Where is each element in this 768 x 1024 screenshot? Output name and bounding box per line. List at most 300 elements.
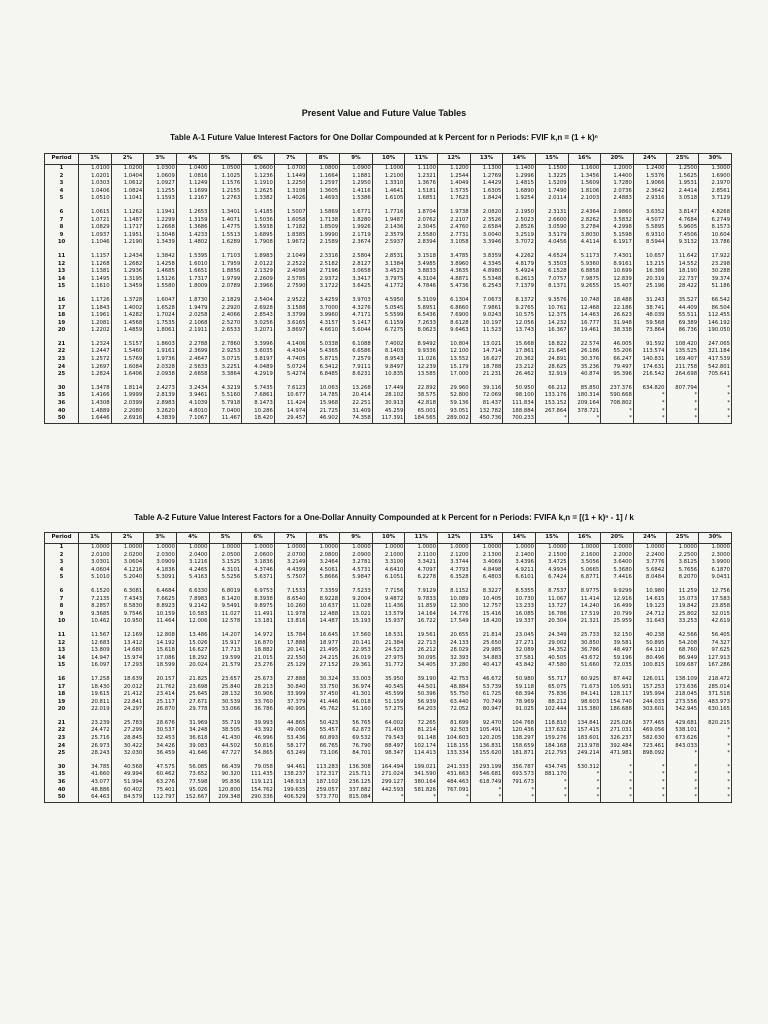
- factor-cell: 1.3108: [274, 188, 307, 196]
- factor-cell: 3.4523: [372, 268, 405, 276]
- factor-cell: 108.420: [666, 341, 699, 349]
- factor-cell: 43.077: [79, 779, 112, 787]
- factor-cell: 5.5895: [633, 224, 666, 232]
- table-row: [45, 640, 732, 648]
- factor-cell: 5.6044: [340, 327, 373, 335]
- factor-cell: 820.215: [699, 720, 732, 728]
- factor-cell: 2.0700: [274, 552, 307, 560]
- factor-cell: 582.630: [633, 735, 666, 743]
- factor-cell: 11.067: [535, 596, 568, 604]
- factor-cell: 1.2447: [79, 348, 112, 356]
- factor-cell: 9.4872: [372, 596, 405, 604]
- factor-cell: 1.3310: [372, 180, 405, 188]
- factor-cell: 4.8871: [438, 276, 471, 284]
- factor-cell: *: [699, 764, 732, 772]
- table-row: [45, 559, 732, 567]
- factor-cell: 1.0000: [666, 544, 699, 552]
- factor-cell: 64.110: [633, 647, 666, 655]
- factor-cell: 429.681: [666, 720, 699, 728]
- factor-cell: 1.0000: [405, 544, 438, 552]
- factor-cell: 152.667: [176, 794, 209, 802]
- factor-cell: 546.681: [470, 771, 503, 779]
- table-row: [45, 209, 732, 217]
- factor-cell: 31.409: [340, 408, 373, 416]
- factor-cell: 109.687: [666, 662, 699, 670]
- factor-cell: 1.3382: [242, 195, 275, 203]
- factor-cell: 7.8983: [176, 596, 209, 604]
- factor-cell: 90.320: [209, 771, 242, 779]
- factor-cell: 36.618: [176, 735, 209, 743]
- factor-cell: 31.243: [633, 297, 666, 305]
- factor-cell: 20.799: [601, 611, 634, 619]
- factor-cell: 1.7182: [274, 224, 307, 232]
- factor-cell: 6.1917: [601, 239, 634, 247]
- factor-cell: 5.8951: [405, 305, 438, 313]
- period-cell: 16: [45, 297, 79, 305]
- period-header: Period: [45, 533, 79, 544]
- rate-header: 4%: [176, 533, 209, 544]
- factor-cell: *: [601, 408, 634, 416]
- factor-cell: 2.5023: [503, 217, 536, 225]
- factor-cell: 5.5599: [372, 312, 405, 320]
- factor-cell: 73.652: [176, 771, 209, 779]
- factor-cell: 19.842: [666, 603, 699, 611]
- factor-cell: 88.497: [372, 743, 405, 751]
- factor-cell: 1.8061: [144, 327, 177, 335]
- factor-cell: 5.0724: [274, 364, 307, 372]
- factor-cell: 23.698: [176, 684, 209, 692]
- factor-cell: 81.699: [438, 720, 471, 728]
- factor-cell: 30.376: [568, 356, 601, 364]
- factor-cell: 5.7656: [666, 567, 699, 575]
- rate-header: 25%: [666, 154, 699, 165]
- factor-cell: 1.5395: [176, 253, 209, 261]
- factor-cell: 2.0900: [340, 552, 373, 560]
- factor-cell: 406.529: [274, 794, 307, 802]
- factor-cell: 10.657: [633, 253, 666, 261]
- factor-cell: 24.523: [372, 647, 405, 655]
- factor-cell: 18.788: [470, 364, 503, 372]
- factor-cell: 417.539: [699, 356, 732, 364]
- factor-cell: 5.9605: [666, 224, 699, 232]
- factor-cell: 285.014: [699, 684, 732, 692]
- factor-cell: 2.5937: [372, 239, 405, 247]
- factor-cell: 11.642: [666, 253, 699, 261]
- factor-cell: 1.3686: [176, 224, 209, 232]
- factor-cell: 2.8394: [405, 239, 438, 247]
- factor-cell: 50.396: [405, 691, 438, 699]
- factor-cell: 30.906: [242, 691, 275, 699]
- factor-cell: 3.2464: [307, 559, 340, 567]
- factor-cell: 119.121: [242, 779, 275, 787]
- factor-cell: 12.488: [307, 611, 340, 619]
- factor-cell: 12.300: [438, 603, 471, 611]
- factor-cell: 11.567: [79, 632, 112, 640]
- factor-cell: 1.4775: [209, 224, 242, 232]
- factor-cell: 1.4026: [274, 195, 307, 203]
- factor-cell: 5.0545: [372, 305, 405, 313]
- factor-cell: 218.472: [699, 676, 732, 684]
- factor-cell: 136.308: [340, 764, 373, 772]
- factor-cell: 7.4002: [372, 341, 405, 349]
- factor-cell: 3.2781: [340, 559, 373, 567]
- factor-cell: 8.3227: [470, 588, 503, 596]
- factor-cell: 1.1487: [111, 217, 144, 225]
- factor-cell: 20.319: [633, 276, 666, 284]
- period-cell: 1: [45, 544, 79, 552]
- factor-cell: 5.9847: [340, 574, 373, 582]
- rate-header: 12%: [438, 533, 471, 544]
- factor-cell: 32.453: [144, 735, 177, 743]
- factor-cell: 1.2950: [340, 180, 373, 188]
- factor-cell: 4.7684: [666, 217, 699, 225]
- table-a2-caption: Table A-2 Future Value Interest Factors for a One-Dollar Annuity Compounded at k Percent for n Periods: FVIFA k,n = [(1 + k)ⁿ - 1] / k: [134, 513, 634, 522]
- factor-cell: *: [535, 787, 568, 795]
- factor-cell: 1.8106: [568, 188, 601, 196]
- factor-cell: 4.5950: [372, 297, 405, 305]
- factor-cell: 1.2250: [274, 180, 307, 188]
- factor-cell: 183.601: [568, 735, 601, 743]
- factor-cell: 244.033: [633, 699, 666, 707]
- rate-header: 9%: [340, 533, 373, 544]
- factor-cell: 26.186: [568, 348, 601, 356]
- factor-cell: *: [470, 787, 503, 795]
- factor-cell: 63.440: [438, 699, 471, 707]
- factor-cell: 6.1051: [372, 574, 405, 582]
- factor-cell: 1.3728: [111, 297, 144, 305]
- factor-cell: 377.465: [633, 720, 666, 728]
- factor-cell: 2.9253: [209, 348, 242, 356]
- factor-cell: 249.214: [568, 750, 601, 758]
- factor-cell: 431.663: [438, 771, 471, 779]
- table-row: [45, 415, 732, 423]
- period-cell: 6: [45, 209, 79, 217]
- factor-cell: 13.268: [340, 385, 373, 393]
- factor-cell: 1.6289: [209, 239, 242, 247]
- factor-cell: *: [699, 750, 732, 758]
- factor-cell: 1.5460: [111, 348, 144, 356]
- factor-cell: 5.5160: [209, 392, 242, 400]
- factor-cell: 2.1200: [438, 552, 471, 560]
- factor-cell: 13.552: [438, 356, 471, 364]
- factor-cell: 11.464: [144, 618, 177, 626]
- rate-header: 1%: [79, 533, 112, 544]
- factor-cell: 6.3412: [307, 364, 340, 372]
- page-title: Present Value and Future Value Tables: [301, 108, 467, 118]
- factor-cell: 35.719: [209, 720, 242, 728]
- factor-cell: 79.543: [372, 735, 405, 743]
- factor-cell: 8.0484: [633, 574, 666, 582]
- table-row: [45, 735, 732, 743]
- factor-cell: 2.1436: [372, 224, 405, 232]
- factor-cell: *: [699, 385, 732, 393]
- factor-cell: 3.1216: [176, 559, 209, 567]
- factor-cell: 11.859: [405, 603, 438, 611]
- factor-cell: 4.7405: [274, 356, 307, 364]
- factor-cell: 1.2769: [470, 173, 503, 181]
- factor-cell: *: [633, 400, 666, 408]
- factor-cell: 16.627: [470, 356, 503, 364]
- factor-cell: 8.6231: [340, 371, 373, 379]
- factor-cell: 28.422: [666, 283, 699, 291]
- period-cell: 50: [45, 794, 79, 802]
- factor-cell: 1.9487: [372, 217, 405, 225]
- factor-cell: 18.639: [111, 676, 144, 684]
- factor-cell: 1.1268: [79, 261, 112, 269]
- factor-cell: 42.818: [405, 400, 438, 408]
- factor-cell: 3.4725: [535, 559, 568, 567]
- factor-cell: 64.463: [79, 794, 112, 802]
- factor-cell: 1.2400: [633, 165, 666, 173]
- table-row: [45, 574, 732, 582]
- factor-cell: 767.091: [438, 787, 471, 795]
- factor-cell: 180.314: [568, 392, 601, 400]
- factor-cell: 1.8424: [470, 195, 503, 203]
- factor-cell: 72.265: [405, 720, 438, 728]
- factor-cell: 15.416: [470, 611, 503, 619]
- factor-cell: 39.190: [405, 676, 438, 684]
- table-row: [45, 706, 732, 714]
- factor-cell: 20.304: [535, 618, 568, 626]
- factor-cell: 5.4274: [274, 371, 307, 379]
- factor-cell: 20.024: [176, 662, 209, 670]
- factor-cell: 71.403: [372, 727, 405, 735]
- factor-cell: 41.646: [176, 750, 209, 758]
- factor-cell: 41.660: [79, 771, 112, 779]
- rate-header: 5%: [209, 533, 242, 544]
- factor-cell: 215.711: [340, 771, 373, 779]
- factor-cell: 723.461: [633, 743, 666, 751]
- factor-cell: 134.841: [568, 720, 601, 728]
- factor-cell: 2.9860: [601, 209, 634, 217]
- factor-cell: 7.4506: [666, 232, 699, 240]
- factor-cell: 218.045: [666, 691, 699, 699]
- factor-cell: 25.959: [601, 618, 634, 626]
- factor-cell: *: [633, 408, 666, 416]
- factor-cell: 43.842: [503, 662, 536, 670]
- factor-cell: 81.437: [470, 400, 503, 408]
- factor-cell: 21.579: [209, 662, 242, 670]
- factor-cell: 22.713: [405, 640, 438, 648]
- factor-cell: 1.4116: [340, 188, 373, 196]
- period-cell: 36: [45, 400, 79, 408]
- factor-cell: 1.5181: [405, 188, 438, 196]
- factor-cell: 2.4760: [438, 224, 471, 232]
- factor-cell: 2.6584: [470, 224, 503, 232]
- factor-cell: 29.457: [274, 415, 307, 423]
- factor-cell: *: [699, 727, 732, 735]
- factor-cell: 93.051: [438, 408, 471, 416]
- factor-cell: 98.603: [568, 699, 601, 707]
- factor-cell: 2.1068: [176, 320, 209, 328]
- factor-cell: 2.1003: [568, 195, 601, 203]
- factor-cell: 5.3503: [535, 261, 568, 269]
- table-row: [45, 676, 732, 684]
- factor-cell: 21.384: [372, 640, 405, 648]
- factor-cell: 1.0000: [438, 544, 471, 552]
- factor-cell: 7.6625: [144, 596, 177, 604]
- factor-cell: 2.3642: [633, 188, 666, 196]
- factor-cell: 188.884: [503, 408, 536, 416]
- period-cell: 30: [45, 385, 79, 393]
- factor-cell: 1.0824: [111, 188, 144, 196]
- factor-cell: 63.276: [144, 779, 177, 787]
- factor-cell: 3.3996: [242, 341, 275, 349]
- factor-cell: 42.566: [666, 632, 699, 640]
- table-row: [45, 400, 732, 408]
- factor-cell: 1.3048: [144, 232, 177, 240]
- factor-cell: 81.214: [405, 727, 438, 735]
- factor-cell: 1.4568: [111, 320, 144, 328]
- factor-cell: 3.2519: [503, 232, 536, 240]
- factor-cell: 30.850: [568, 640, 601, 648]
- factor-cell: 4.6524: [535, 253, 568, 261]
- factor-cell: 17.583: [699, 596, 732, 604]
- factor-cell: 1.9999: [111, 392, 144, 400]
- factor-cell: 8.5944: [633, 239, 666, 247]
- factor-cell: 33.999: [274, 691, 307, 699]
- factor-cell: 4.2919: [242, 371, 275, 379]
- factor-cell: *: [666, 779, 699, 787]
- factor-cell: 8.9161: [601, 261, 634, 269]
- factor-cell: 299.127: [372, 779, 405, 787]
- factor-cell: *: [633, 794, 666, 802]
- factor-cell: 16.386: [633, 268, 666, 276]
- factor-cell: 6.1528: [535, 268, 568, 276]
- factor-cell: 6.7275: [372, 327, 405, 335]
- factor-cell: 1.3195: [111, 276, 144, 284]
- table-row: [45, 618, 732, 626]
- factor-cell: 30.324: [307, 676, 340, 684]
- factor-cell: 1.5869: [307, 209, 340, 217]
- factor-cell: 7.2633: [405, 320, 438, 328]
- factor-cell: 154.740: [601, 699, 634, 707]
- factor-cell: 1.0700: [274, 165, 307, 173]
- factor-cell: 9.7546: [111, 611, 144, 619]
- factor-cell: 17.258: [79, 676, 112, 684]
- factor-cell: 4.4304: [274, 348, 307, 356]
- factor-cell: 10.405: [470, 596, 503, 604]
- factor-cell: 815.084: [340, 794, 373, 802]
- factor-cell: 1.5938: [242, 224, 275, 232]
- factor-cell: 38.338: [601, 327, 634, 335]
- factor-cell: *: [699, 771, 732, 779]
- factor-cell: 14.972: [242, 632, 275, 640]
- factor-cell: 5.8666: [307, 574, 340, 582]
- factor-cell: 9.2004: [340, 596, 373, 604]
- factor-cell: 4.2262: [503, 253, 536, 261]
- factor-cell: 1.8704: [405, 209, 438, 217]
- factor-cell: 1.6010: [176, 261, 209, 269]
- factor-cell: 1.6446: [79, 415, 112, 423]
- rate-header: 6%: [242, 154, 275, 165]
- period-cell: 15: [45, 283, 79, 291]
- factor-cell: 1.6900: [699, 173, 732, 181]
- factor-cell: 17.713: [209, 647, 242, 655]
- factor-cell: 2.2500: [666, 552, 699, 560]
- rate-header: 4%: [176, 154, 209, 165]
- factor-cell: 12.839: [601, 276, 634, 284]
- factor-cell: 247.065: [699, 341, 732, 349]
- factor-cell: 159.276: [535, 735, 568, 743]
- factor-cell: 3.2620: [144, 408, 177, 416]
- factor-cell: 1.0000: [242, 544, 275, 552]
- factor-cell: 14.680: [111, 647, 144, 655]
- factor-cell: 1.5376: [633, 173, 666, 181]
- factor-cell: 7.9861: [470, 305, 503, 313]
- factor-cell: 51.160: [340, 706, 373, 714]
- factor-cell: 29.361: [340, 662, 373, 670]
- factor-cell: 26.212: [405, 647, 438, 655]
- factor-cell: 4.5731: [340, 567, 373, 575]
- factor-cell: 13.021: [470, 341, 503, 349]
- factor-cell: 10.583: [176, 611, 209, 619]
- factor-cell: 2.2080: [111, 408, 144, 416]
- factor-cell: 1.3439: [144, 239, 177, 247]
- table-row: [45, 327, 732, 335]
- factor-cell: 17.922: [699, 253, 732, 261]
- factor-cell: 5.1417: [340, 320, 373, 328]
- factor-cell: 184.168: [535, 743, 568, 751]
- factor-cell: 6.7424: [535, 574, 568, 582]
- factor-cell: 1.2500: [666, 165, 699, 173]
- factor-cell: 573.770: [307, 794, 340, 802]
- factor-cell: 3.7776: [633, 559, 666, 567]
- factor-cell: 3.9900: [699, 559, 732, 567]
- factor-cell: *: [568, 787, 601, 795]
- factor-cell: 1.1843: [79, 305, 112, 313]
- factor-cell: 40.568: [111, 764, 144, 772]
- factor-cell: 898.092: [633, 750, 666, 758]
- factor-cell: 30.840: [274, 684, 307, 692]
- factor-cell: 10.089: [438, 596, 471, 604]
- factor-cell: 2.4364: [568, 209, 601, 217]
- factor-cell: 33.760: [242, 699, 275, 707]
- factor-cell: 483.973: [699, 699, 732, 707]
- table-row: [45, 341, 732, 349]
- factor-cell: 1.4233: [176, 232, 209, 240]
- factor-cell: 55.717: [535, 676, 568, 684]
- factor-cell: 43.672: [568, 655, 601, 663]
- factor-cell: 2.0114: [535, 195, 568, 203]
- factor-cell: 2.1589: [307, 239, 340, 247]
- factor-cell: 1.0612: [111, 180, 144, 188]
- factor-cell: 54.865: [242, 750, 275, 758]
- factor-cell: 1.7623: [438, 195, 471, 203]
- factor-cell: 8.2070: [666, 574, 699, 582]
- factor-cell: 2.4647: [176, 356, 209, 364]
- factor-cell: 581.826: [405, 787, 438, 795]
- factor-cell: *: [601, 779, 634, 787]
- table-row: [45, 691, 732, 699]
- rate-header: 25%: [666, 533, 699, 544]
- factor-cell: 33.750: [307, 684, 340, 692]
- rate-header: 2%: [111, 154, 144, 165]
- factor-cell: 1.4185: [242, 209, 275, 217]
- rate-header: 3%: [144, 154, 177, 165]
- factor-cell: 1.3225: [535, 173, 568, 181]
- factor-cell: 55.457: [307, 727, 340, 735]
- period-cell: 17: [45, 305, 79, 313]
- factor-cell: 2.6916: [111, 415, 144, 423]
- factor-cell: 17.888: [274, 640, 307, 648]
- factor-cell: 634.820: [633, 385, 666, 393]
- factor-cell: 1.6406: [111, 371, 144, 379]
- factor-cell: 1.0404: [111, 173, 144, 181]
- factor-cell: 66.765: [307, 743, 340, 751]
- factor-cell: 138.297: [503, 735, 536, 743]
- factor-cell: 60.925: [568, 676, 601, 684]
